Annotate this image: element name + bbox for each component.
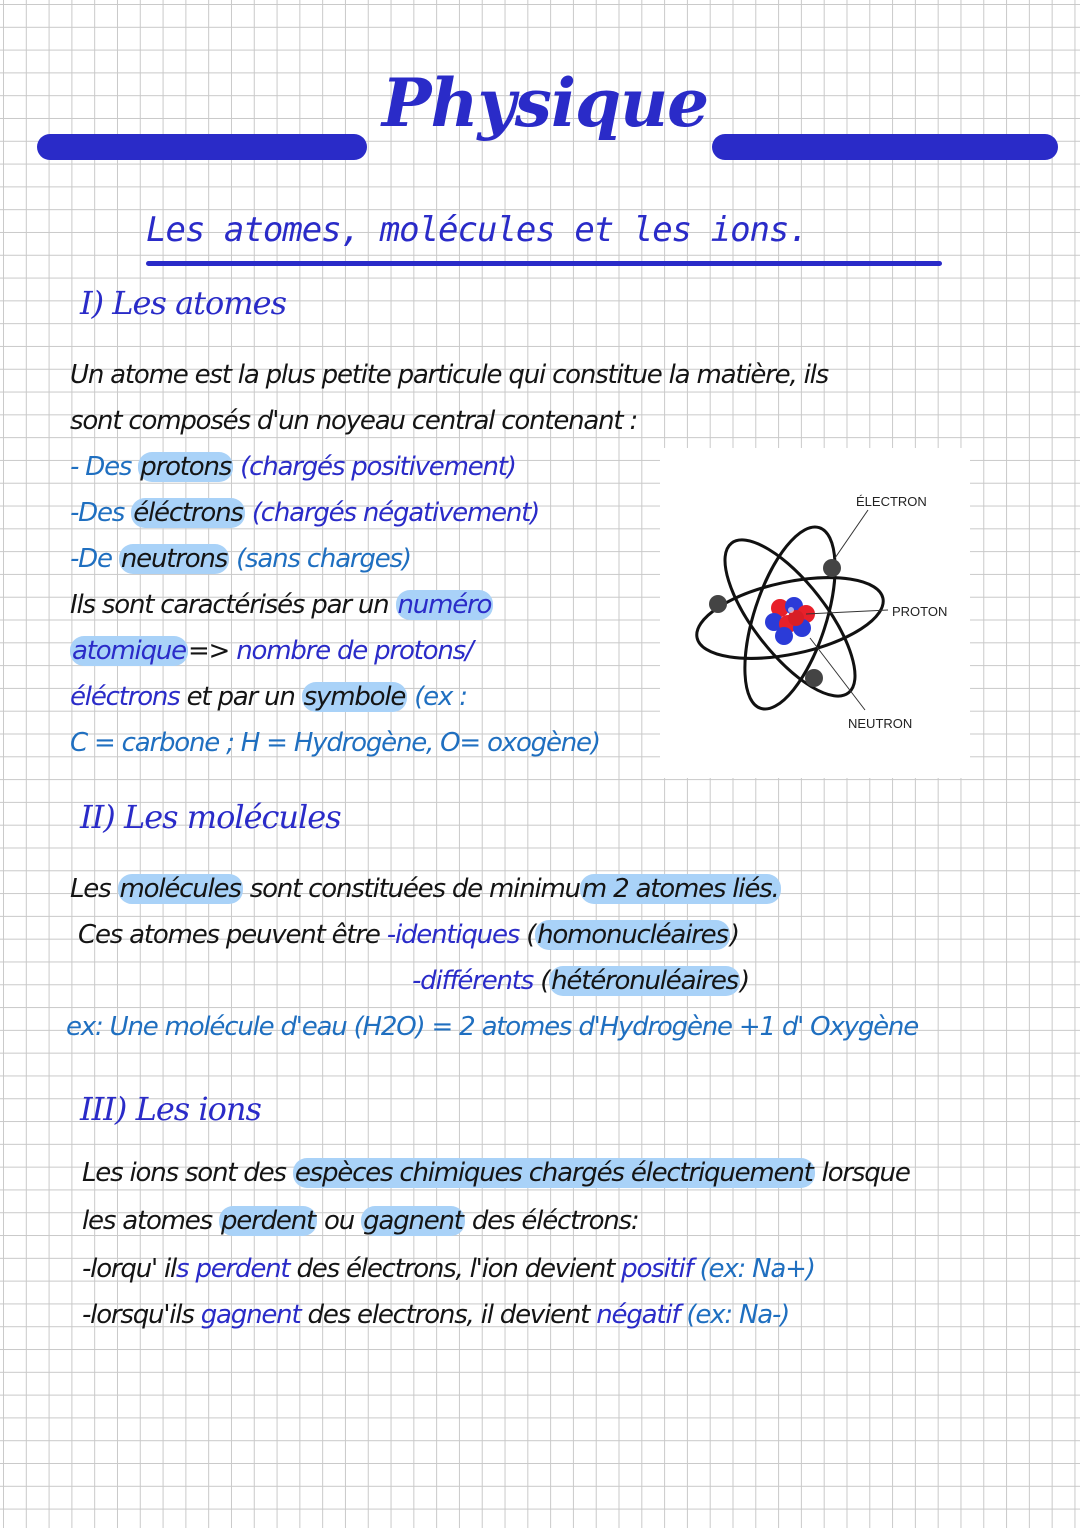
ions-text: les atomes <box>82 1206 219 1236</box>
term-homonucleaires: homonucléaires <box>537 920 728 950</box>
atomes-intro-line-1: Un atome est la plus petite particule qui constitue la matière, ils <box>70 360 828 390</box>
ions-line-2 <box>82 1204 638 1238</box>
list-item-neutrons <box>70 542 411 576</box>
char-ex: (ex : <box>407 682 467 712</box>
ions-text: lorsque <box>814 1158 910 1188</box>
list-prefix: -Des <box>70 498 132 528</box>
term-perdent: perdent <box>221 1206 315 1236</box>
molecules-line-2: Ces atomes peuvent être -identiques (homonucléaires) <box>78 920 739 950</box>
list-note: (sans charges) <box>229 544 411 574</box>
char-arrow: => <box>187 636 237 666</box>
ions-perdent: s perdent <box>176 1254 290 1284</box>
term-molecules: molécules <box>119 874 241 904</box>
list-note: (chargés positivement) <box>233 452 516 482</box>
ions-example-negative: (ex: Na-) <box>679 1300 790 1330</box>
atom-diagram <box>660 448 970 778</box>
mol-text: sont constituées de minimu <box>242 874 580 904</box>
ions-negatif: négatif <box>596 1300 680 1330</box>
term-neutrons: neutrons <box>120 544 228 574</box>
molecules-line-3: -différents (hétéronuléaires) <box>412 966 749 996</box>
page-title: Physique <box>381 64 709 142</box>
ions-line-1 <box>82 1156 910 1190</box>
label-proton: PROTON <box>892 604 948 619</box>
ions-text: -lorqu' il <box>82 1254 177 1284</box>
subtitle-underline <box>146 261 942 266</box>
term-heteronuleaires: hétéronuléaires <box>551 966 738 996</box>
char-mid: et par un <box>179 682 302 712</box>
term-gagnent: gagnent <box>363 1206 463 1236</box>
molecules-line-1 <box>70 872 781 906</box>
leader-proton <box>806 610 888 614</box>
atomes-intro-line-2: sont composés d'un noyeau central contenant : <box>70 406 638 436</box>
ions-example-positive: (ex: Na+) <box>692 1254 815 1284</box>
list-prefix: -De <box>70 544 119 574</box>
section-title-molecules: II) Les molécules <box>80 798 341 836</box>
term-symbole: symbole <box>303 682 406 712</box>
ions-gagnent: gagnent <box>200 1300 301 1330</box>
ions-line-4 <box>82 1298 789 1332</box>
section-title-atomes: I) Les atomes <box>80 284 286 322</box>
electron-left <box>709 595 727 613</box>
ions-text: ou <box>316 1206 362 1236</box>
electron-bottom <box>805 669 823 687</box>
atom-diagram-svg <box>660 448 970 778</box>
characteristics-line-1 <box>70 588 493 622</box>
molecules-example: ex: Une molécule d'eau (H2O) = 2 atomes d'Hydrogène +1 d' Oxygène <box>66 1012 918 1042</box>
characteristics-examples: C = carbone ; H = Hydrogène, O= oxogène) <box>70 728 600 758</box>
nucleus <box>765 597 815 645</box>
label-neutron: NEUTRON <box>848 716 913 731</box>
list-note: (chargés négativement) <box>244 498 540 528</box>
mol-identiques: -identiques <box>386 920 520 950</box>
ions-text: des électrons, l'ion devient <box>289 1254 622 1284</box>
char-definition-2: éléctrons <box>70 682 180 712</box>
mol-differents: -différents <box>412 966 534 996</box>
ions-text: des éléctrons: <box>464 1206 639 1236</box>
title-bar-right <box>712 134 1058 160</box>
mol-text: Ces atomes peuvent être <box>78 920 387 950</box>
char-text: Ils sont caractérisés par un <box>70 590 396 620</box>
ions-line-3 <box>82 1252 815 1286</box>
ions-text: -lorsqu'ils <box>82 1300 201 1330</box>
title-bar-left <box>37 134 367 160</box>
char-definition: nombre de protons/ <box>236 636 473 666</box>
section-title-ions: III) Les ions <box>80 1090 261 1128</box>
electron-top <box>823 559 841 577</box>
term-protons: protons <box>140 452 232 482</box>
ions-positif: positif <box>621 1254 693 1284</box>
ions-text: Les ions sont des <box>82 1158 293 1188</box>
list-item-electrons <box>70 496 539 530</box>
term-atomes-lies: m 2 atomes liés. <box>581 874 779 904</box>
term-atomique: atomique <box>72 636 186 666</box>
characteristics-line-3 <box>70 680 467 714</box>
leader-electron <box>835 510 868 558</box>
list-item-protons <box>70 450 516 484</box>
characteristics-line-2 <box>70 634 473 668</box>
term-electrons: éléctrons <box>133 498 243 528</box>
mol-text: Les <box>70 874 118 904</box>
page-subtitle: Les atomes, molécules et les ions. <box>146 210 808 250</box>
term-numero: numéro <box>397 590 492 620</box>
list-prefix: - Des <box>70 452 139 482</box>
term-especes-chimiques: espèces chimiques chargés électriquement <box>294 1158 813 1188</box>
label-electron: ÉLECTRON <box>856 494 927 509</box>
ions-text: des electrons, il devient <box>300 1300 597 1330</box>
